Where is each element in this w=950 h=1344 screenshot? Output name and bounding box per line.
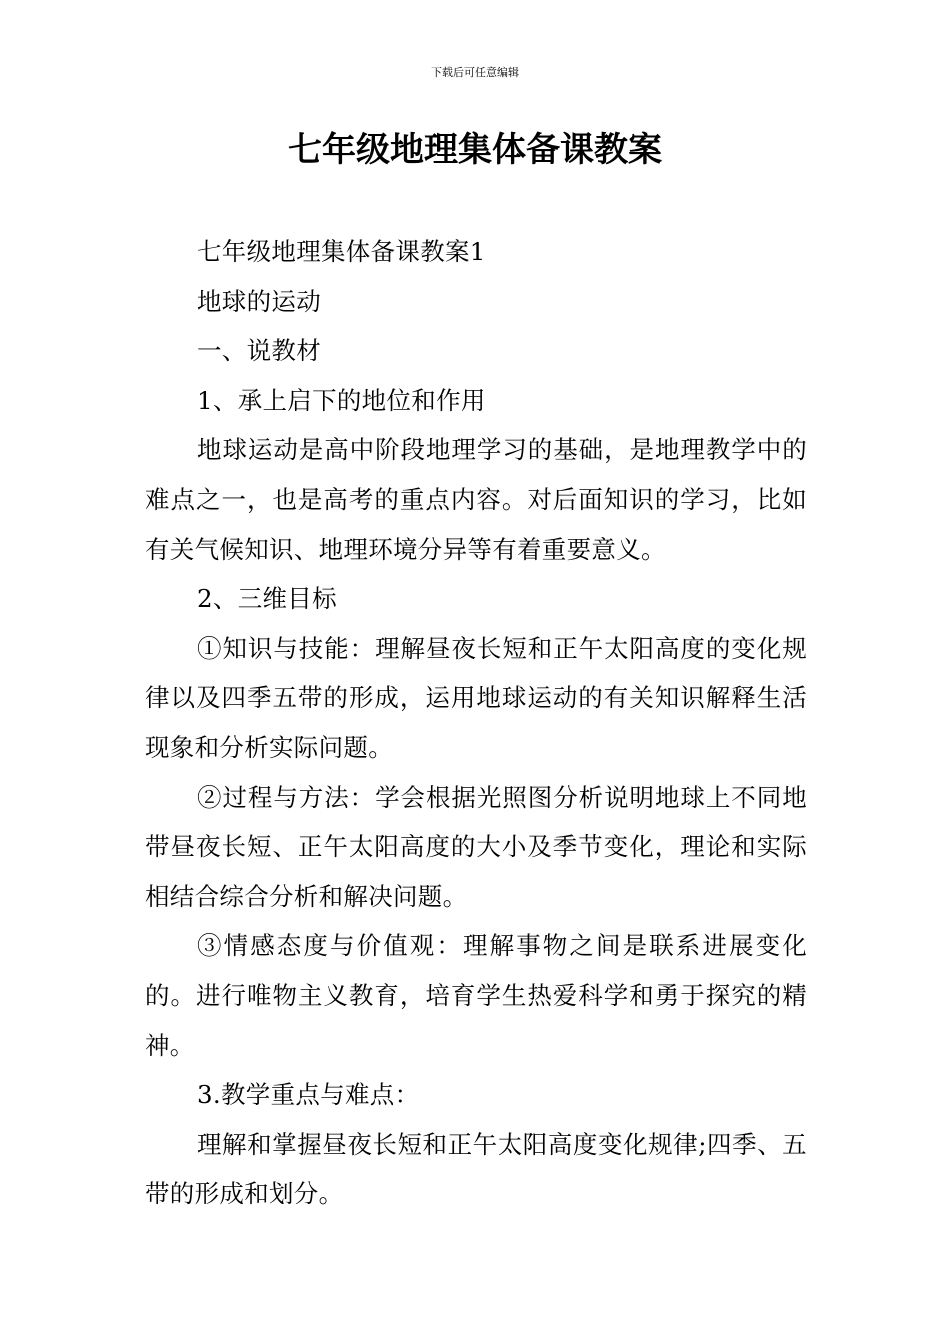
subsection-heading: 3.教学重点与难点：: [197, 1080, 420, 1110]
topic-heading: 地球的运动: [197, 286, 321, 316]
subsection-heading: 2、三维目标: [197, 584, 337, 614]
header-note: 下载后可任意编辑: [431, 66, 519, 79]
body-paragraph: ③情感态度与价值观：理解事物之间是联系进展变化的。进行唯物主义教育，培育学生热爱科学和勇于探究的精神。: [145, 931, 807, 1060]
body-paragraph: 理解和掌握昼夜长短和正午太阳高度变化规律;四季、五带的形成和划分。: [145, 1129, 807, 1209]
section-heading: 一、说教材: [197, 336, 321, 366]
subsection-heading: 1、承上启下的地位和作用: [197, 385, 486, 415]
document-title: 七年级地理集体备课教案: [288, 130, 662, 170]
body-paragraph: ②过程与方法：学会根据光照图分析说明地球上不同地带昼夜长短、正午太阳高度的大小及季节变化，理论和实际相结合综合分析和解决问题。: [145, 782, 807, 911]
body-paragraph: ①知识与技能：理解昼夜长短和正午太阳高度的变化规律以及四季五带的形成，运用地球运动的有关知识解释生活现象和分析实际问题。: [145, 633, 807, 762]
document-body: [145, 227, 807, 1219]
section-heading: 七年级地理集体备课教案1: [197, 237, 486, 266]
body-paragraph: 地球运动是高中阶段地理学习的基础，是地理教学中的难点之一，也是高考的重点内容。对后面知识的学习，比如有关气候知识、地理环境分异等有着重要意义。: [145, 435, 807, 564]
